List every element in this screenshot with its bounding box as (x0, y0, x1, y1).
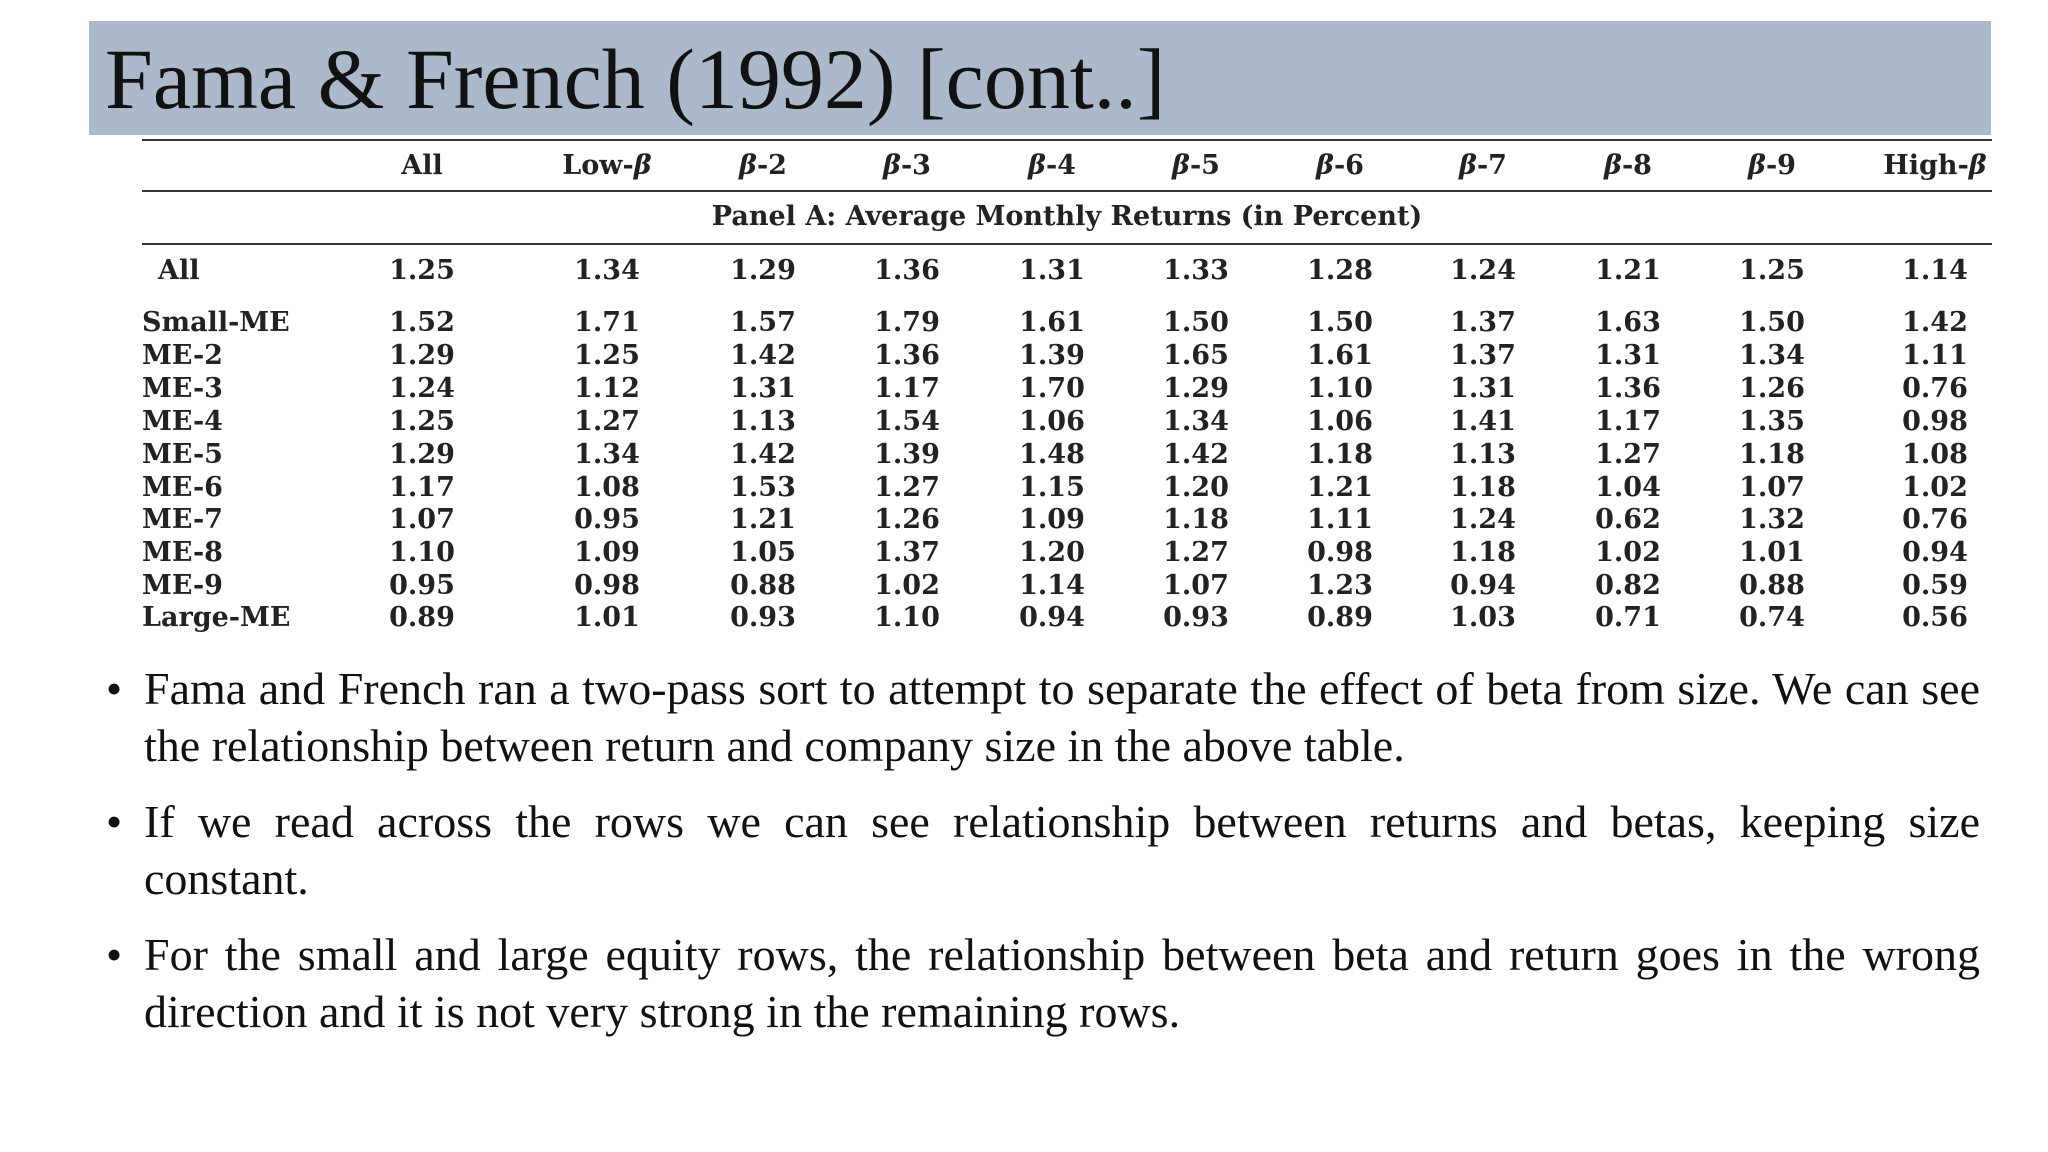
table-cell: 1.34 (574, 439, 640, 470)
table-cell: 0.98 (574, 570, 640, 601)
column-header-suffix: -3 (900, 150, 931, 181)
table-cell: 1.18 (1450, 537, 1516, 568)
column-header-suffix: -4 (1045, 150, 1076, 181)
table-cell: 1.50 (1307, 307, 1373, 338)
table-cell: 1.31 (1019, 255, 1085, 286)
table-cell: 1.28 (1307, 255, 1373, 286)
table-cell: 1.01 (1739, 537, 1805, 568)
table-cell: 1.24 (1450, 504, 1516, 535)
table-cell: 1.17 (389, 472, 455, 503)
table-cell: 0.95 (574, 504, 640, 535)
table-cell: 1.36 (874, 255, 940, 286)
table-cell: 0.82 (1595, 570, 1661, 601)
table-cell: 1.36 (874, 340, 940, 371)
table-cell: 1.07 (1163, 570, 1229, 601)
column-header-prefix: Low- (562, 150, 634, 181)
table-header-rule (142, 190, 1992, 192)
table-cell: 1.42 (1163, 439, 1229, 470)
table-cell: 1.35 (1739, 406, 1805, 437)
bullet-list (100, 660, 1980, 1059)
table-cell: 1.18 (1163, 504, 1229, 535)
table-cell: 1.33 (1163, 255, 1229, 286)
table-cell: 1.50 (1739, 307, 1805, 338)
table-cell: 1.29 (389, 439, 455, 470)
table-cell: 1.21 (1595, 255, 1661, 286)
table-cell: 1.13 (1450, 439, 1516, 470)
table-cell: 1.14 (1902, 255, 1968, 286)
column-header-suffix: -9 (1765, 150, 1796, 181)
column-header-prefix: All (401, 150, 443, 181)
table-cell: 1.50 (1163, 307, 1229, 338)
table-cell: 0.93 (1163, 602, 1229, 633)
table-cell: 0.74 (1739, 602, 1805, 633)
table-cell: 1.13 (730, 406, 796, 437)
table-cell: 1.08 (574, 472, 640, 503)
table-cell: 1.26 (1739, 373, 1805, 404)
column-header-beta: β (1172, 150, 1190, 181)
bullet-dot-icon: • (106, 796, 123, 847)
table-cell: 1.57 (730, 307, 796, 338)
table-cell: 1.24 (1450, 255, 1516, 286)
column-header (1604, 149, 1652, 183)
table-cell: 1.02 (1595, 537, 1661, 568)
table-cell: 1.08 (1902, 439, 1968, 470)
table-cell: 1.03 (1450, 602, 1516, 633)
table-cell: 1.70 (1019, 373, 1085, 404)
table-cell: 1.32 (1739, 504, 1805, 535)
bullet-text: Fama and French ran a two-pass sort to attempt to separate the effect of beta from size. We can see the relationship between return and company size in the above table. (144, 663, 1980, 771)
table-cell: 1.26 (874, 504, 940, 535)
table-cell: 1.61 (1019, 307, 1085, 338)
bullet-item (100, 793, 1980, 907)
table-cell: 1.29 (389, 340, 455, 371)
table-cell: 1.02 (1902, 472, 1968, 503)
table-cell: 0.89 (1307, 602, 1373, 633)
table-cell: 1.04 (1595, 472, 1661, 503)
table-cell: 1.42 (730, 340, 796, 371)
column-header-suffix: -2 (756, 150, 787, 181)
column-header (883, 149, 931, 183)
bullet-text: For the small and large equity rows, the relationship between beta and return goes in the wrong direction and it is not very strong in the remaining rows. (144, 929, 1980, 1037)
column-header (1172, 149, 1220, 183)
row-label: Small-ME (142, 307, 290, 338)
table-cell: 1.20 (1019, 537, 1085, 568)
row-label: ME-4 (142, 406, 223, 437)
column-header (1748, 149, 1796, 183)
column-header (562, 149, 651, 183)
table-cell: 1.23 (1307, 570, 1373, 601)
row-label: ME-7 (142, 504, 223, 535)
table-cell: 1.11 (1902, 340, 1968, 371)
table-cell: 0.76 (1902, 373, 1968, 404)
column-header-beta: β (1604, 150, 1622, 181)
row-label: ME-8 (142, 537, 223, 568)
table-cell: 1.53 (730, 472, 796, 503)
table-cell: 1.37 (1450, 340, 1516, 371)
table-cell: 1.10 (874, 602, 940, 633)
table-cell: 1.31 (1595, 340, 1661, 371)
title-bar (89, 21, 1991, 135)
column-header (1028, 149, 1076, 183)
table-cell: 1.07 (389, 504, 455, 535)
table-cell: 0.88 (1739, 570, 1805, 601)
table-cell: 0.95 (389, 570, 455, 601)
table-cell: 1.39 (874, 439, 940, 470)
bullet-dot-icon: • (106, 663, 123, 714)
table-cell: 0.59 (1902, 570, 1968, 601)
table-cell: 1.25 (1739, 255, 1805, 286)
table-cell: 0.56 (1902, 602, 1968, 633)
table-cell: 1.27 (1163, 537, 1229, 568)
table-cell: 1.17 (1595, 406, 1661, 437)
column-header (401, 149, 442, 183)
column-header-beta: β (1028, 150, 1046, 181)
table-cell: 1.11 (1307, 504, 1373, 535)
row-label: ME-3 (142, 373, 223, 404)
table-cell: 1.31 (730, 373, 796, 404)
column-header-suffix: -6 (1333, 150, 1364, 181)
column-header-suffix: -8 (1621, 150, 1652, 181)
table-cell: 1.14 (1019, 570, 1085, 601)
table-cell: 0.94 (1902, 537, 1968, 568)
table-cell: 0.62 (1595, 504, 1661, 535)
column-header-prefix: High- (1883, 150, 1969, 181)
table-cell: 1.09 (574, 537, 640, 568)
table-cell: 0.94 (1019, 602, 1085, 633)
table-cell: 1.09 (1019, 504, 1085, 535)
row-label: Large-ME (142, 602, 291, 633)
column-header-beta: β (1968, 150, 1987, 181)
row-label: ME-9 (142, 570, 223, 601)
table-cell: 1.06 (1019, 406, 1085, 437)
table-cell: 1.27 (874, 472, 940, 503)
table-cell: 1.37 (1450, 307, 1516, 338)
table-cell: 1.36 (1595, 373, 1661, 404)
table-cell: 1.31 (1450, 373, 1516, 404)
table-cell: 1.25 (389, 255, 455, 286)
table-cell: 0.98 (1307, 537, 1373, 568)
row-label: ME-5 (142, 439, 223, 470)
table-cell: 1.10 (389, 537, 455, 568)
table-cell: 1.21 (1307, 472, 1373, 503)
table-cell: 1.25 (574, 340, 640, 371)
table-cell: 1.27 (574, 406, 640, 437)
table-cell: 1.42 (1902, 307, 1968, 338)
returns-table (142, 137, 1992, 635)
table-cell: 1.54 (874, 406, 940, 437)
table-top-rule (142, 139, 1992, 141)
table-cell: 1.25 (389, 406, 455, 437)
table-cell: 1.29 (1163, 373, 1229, 404)
table-cell: 1.18 (1307, 439, 1373, 470)
column-header (739, 149, 787, 183)
column-header-beta: β (1748, 150, 1766, 181)
table-cell: 1.48 (1019, 439, 1085, 470)
table-cell: 1.71 (574, 307, 640, 338)
table-cell: 1.18 (1450, 472, 1516, 503)
table-cell: 1.34 (1163, 406, 1229, 437)
slide-title: Fama & French (1992) [cont..] (105, 31, 1166, 127)
table-cell: 1.24 (389, 373, 455, 404)
table-cell: 1.18 (1739, 439, 1805, 470)
panel-title: Panel A: Average Monthly Returns (in Percent) (711, 201, 1423, 232)
table-cell: 1.42 (730, 439, 796, 470)
column-header-suffix: -7 (1476, 150, 1507, 181)
table-cell: 1.20 (1163, 472, 1229, 503)
table-cell: 1.01 (574, 602, 640, 633)
table-cell: 1.05 (730, 537, 796, 568)
table-cell: 0.98 (1902, 406, 1968, 437)
bullet-dot-icon: • (106, 929, 123, 980)
table-cell: 0.88 (730, 570, 796, 601)
column-header-beta: β (1316, 150, 1334, 181)
table-cell: 1.79 (874, 307, 940, 338)
row-label: ME-2 (142, 340, 223, 371)
table-cell: 1.61 (1307, 340, 1373, 371)
table-cell: 1.37 (874, 537, 940, 568)
table-cell: 1.27 (1595, 439, 1661, 470)
table-cell: 1.07 (1739, 472, 1805, 503)
table-cell: 1.12 (574, 373, 640, 404)
column-header (1883, 149, 1986, 183)
table-cell: 0.71 (1595, 602, 1661, 633)
table-cell: 1.34 (574, 255, 640, 286)
column-header-beta: β (739, 150, 757, 181)
table-cell: 1.52 (389, 307, 455, 338)
table-cell: 1.10 (1307, 373, 1373, 404)
bullet-item (100, 660, 1980, 774)
table-cell: 1.39 (1019, 340, 1085, 371)
table-cell: 0.94 (1450, 570, 1516, 601)
table-cell: 1.17 (874, 373, 940, 404)
table-panel-rule (142, 243, 1992, 245)
bullet-text: If we read across the rows we can see relationship between returns and betas, keeping size constant. (144, 796, 1980, 904)
table-cell: 1.06 (1307, 406, 1373, 437)
table-cell: 1.65 (1163, 340, 1229, 371)
column-header-beta: β (633, 150, 652, 181)
table-cell: 0.76 (1902, 504, 1968, 535)
column-header (1459, 149, 1507, 183)
bullet-item (100, 926, 1980, 1040)
column-header (1316, 149, 1364, 183)
table-cell: 0.89 (389, 602, 455, 633)
column-header-beta: β (1459, 150, 1477, 181)
row-label: ME-6 (142, 472, 223, 503)
column-header-suffix: -5 (1189, 150, 1220, 181)
table-cell: 1.21 (730, 504, 796, 535)
table-cell: 1.63 (1595, 307, 1661, 338)
table-cell: 1.02 (874, 570, 940, 601)
table-cell: 1.41 (1450, 406, 1516, 437)
table-cell: 0.93 (730, 602, 796, 633)
row-label: All (158, 255, 200, 286)
table-cell: 1.15 (1019, 472, 1085, 503)
table-cell: 1.29 (730, 255, 796, 286)
column-header-beta: β (883, 150, 901, 181)
table-cell: 1.34 (1739, 340, 1805, 371)
